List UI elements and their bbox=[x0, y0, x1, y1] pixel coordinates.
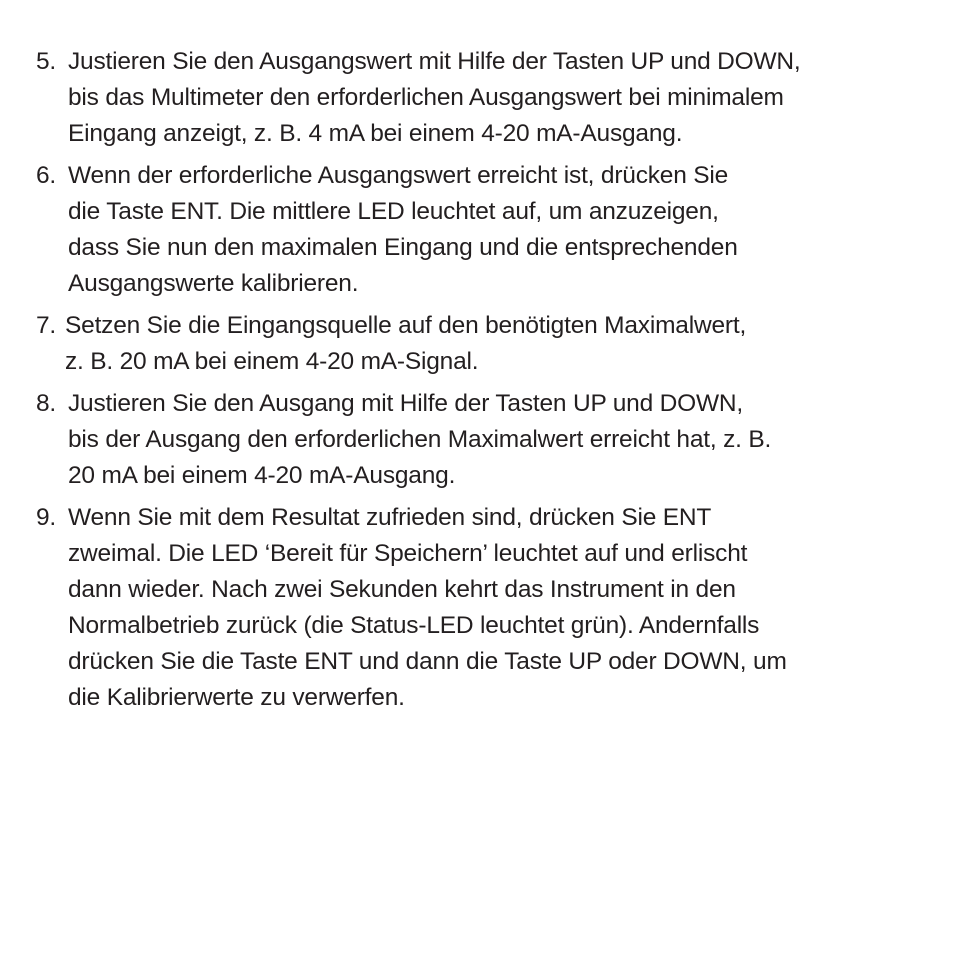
step-9 bbox=[36, 500, 936, 716]
step-number: 8. bbox=[36, 390, 57, 417]
step-5 bbox=[36, 44, 936, 152]
step-text bbox=[68, 44, 936, 152]
step-line: bis das Multimeter den erforderlichen Ausgangswert bei minimalem bbox=[68, 84, 784, 111]
step-line: die Kalibrierwerte zu verwerfen. bbox=[68, 684, 405, 711]
step-line: Ausgangswerte kalibrieren. bbox=[68, 270, 359, 297]
step-line: drücken Sie die Taste ENT und dann die Taste UP oder DOWN, um bbox=[68, 648, 787, 675]
step-number: 6. bbox=[36, 162, 57, 189]
step-text bbox=[68, 158, 936, 302]
step-line: Wenn Sie mit dem Resultat zufrieden sind, drücken Sie ENT bbox=[68, 504, 712, 531]
instruction-list bbox=[36, 44, 936, 722]
step-text bbox=[68, 500, 936, 716]
step-line: Justieren Sie den Ausgang mit Hilfe der Tasten UP und DOWN, bbox=[68, 390, 744, 417]
step-number: 9. bbox=[36, 504, 57, 531]
step-text bbox=[65, 308, 936, 380]
step-line: bis der Ausgang den erforderlichen Maximalwert erreicht hat, z. B. bbox=[68, 426, 772, 453]
step-text bbox=[68, 386, 936, 494]
step-line: Eingang anzeigt, z. B. 4 mA bei einem 4-20 mA-Ausgang. bbox=[68, 120, 683, 147]
step-7 bbox=[36, 308, 936, 380]
step-line: z. B. 20 mA bei einem 4-20 mA-Signal. bbox=[65, 348, 479, 375]
step-line: dass Sie nun den maximalen Eingang und die entsprechenden bbox=[68, 234, 738, 261]
step-6 bbox=[36, 158, 936, 302]
step-line: zweimal. Die LED ‘Bereit für Speichern’ leuchtet auf und erlischt bbox=[68, 540, 748, 567]
step-number: 7. bbox=[36, 312, 57, 339]
step-8 bbox=[36, 386, 936, 494]
step-number: 5. bbox=[36, 48, 57, 75]
step-line: Wenn der erforderliche Ausgangswert erreicht ist, drücken Sie bbox=[68, 162, 729, 189]
step-line: 20 mA bei einem 4-20 mA-Ausgang. bbox=[68, 462, 456, 489]
step-line: Normalbetrieb zurück (die Status-LED leuchtet grün). Andernfalls bbox=[68, 612, 760, 639]
step-line: Setzen Sie die Eingangsquelle auf den benötigten Maximalwert, bbox=[65, 312, 747, 339]
step-line: Justieren Sie den Ausgangswert mit Hilfe der Tasten UP und DOWN, bbox=[68, 48, 801, 75]
step-line: die Taste ENT. Die mittlere LED leuchtet auf, um anzuzeigen, bbox=[68, 198, 719, 225]
step-line: dann wieder. Nach zwei Sekunden kehrt das Instrument in den bbox=[68, 576, 736, 603]
